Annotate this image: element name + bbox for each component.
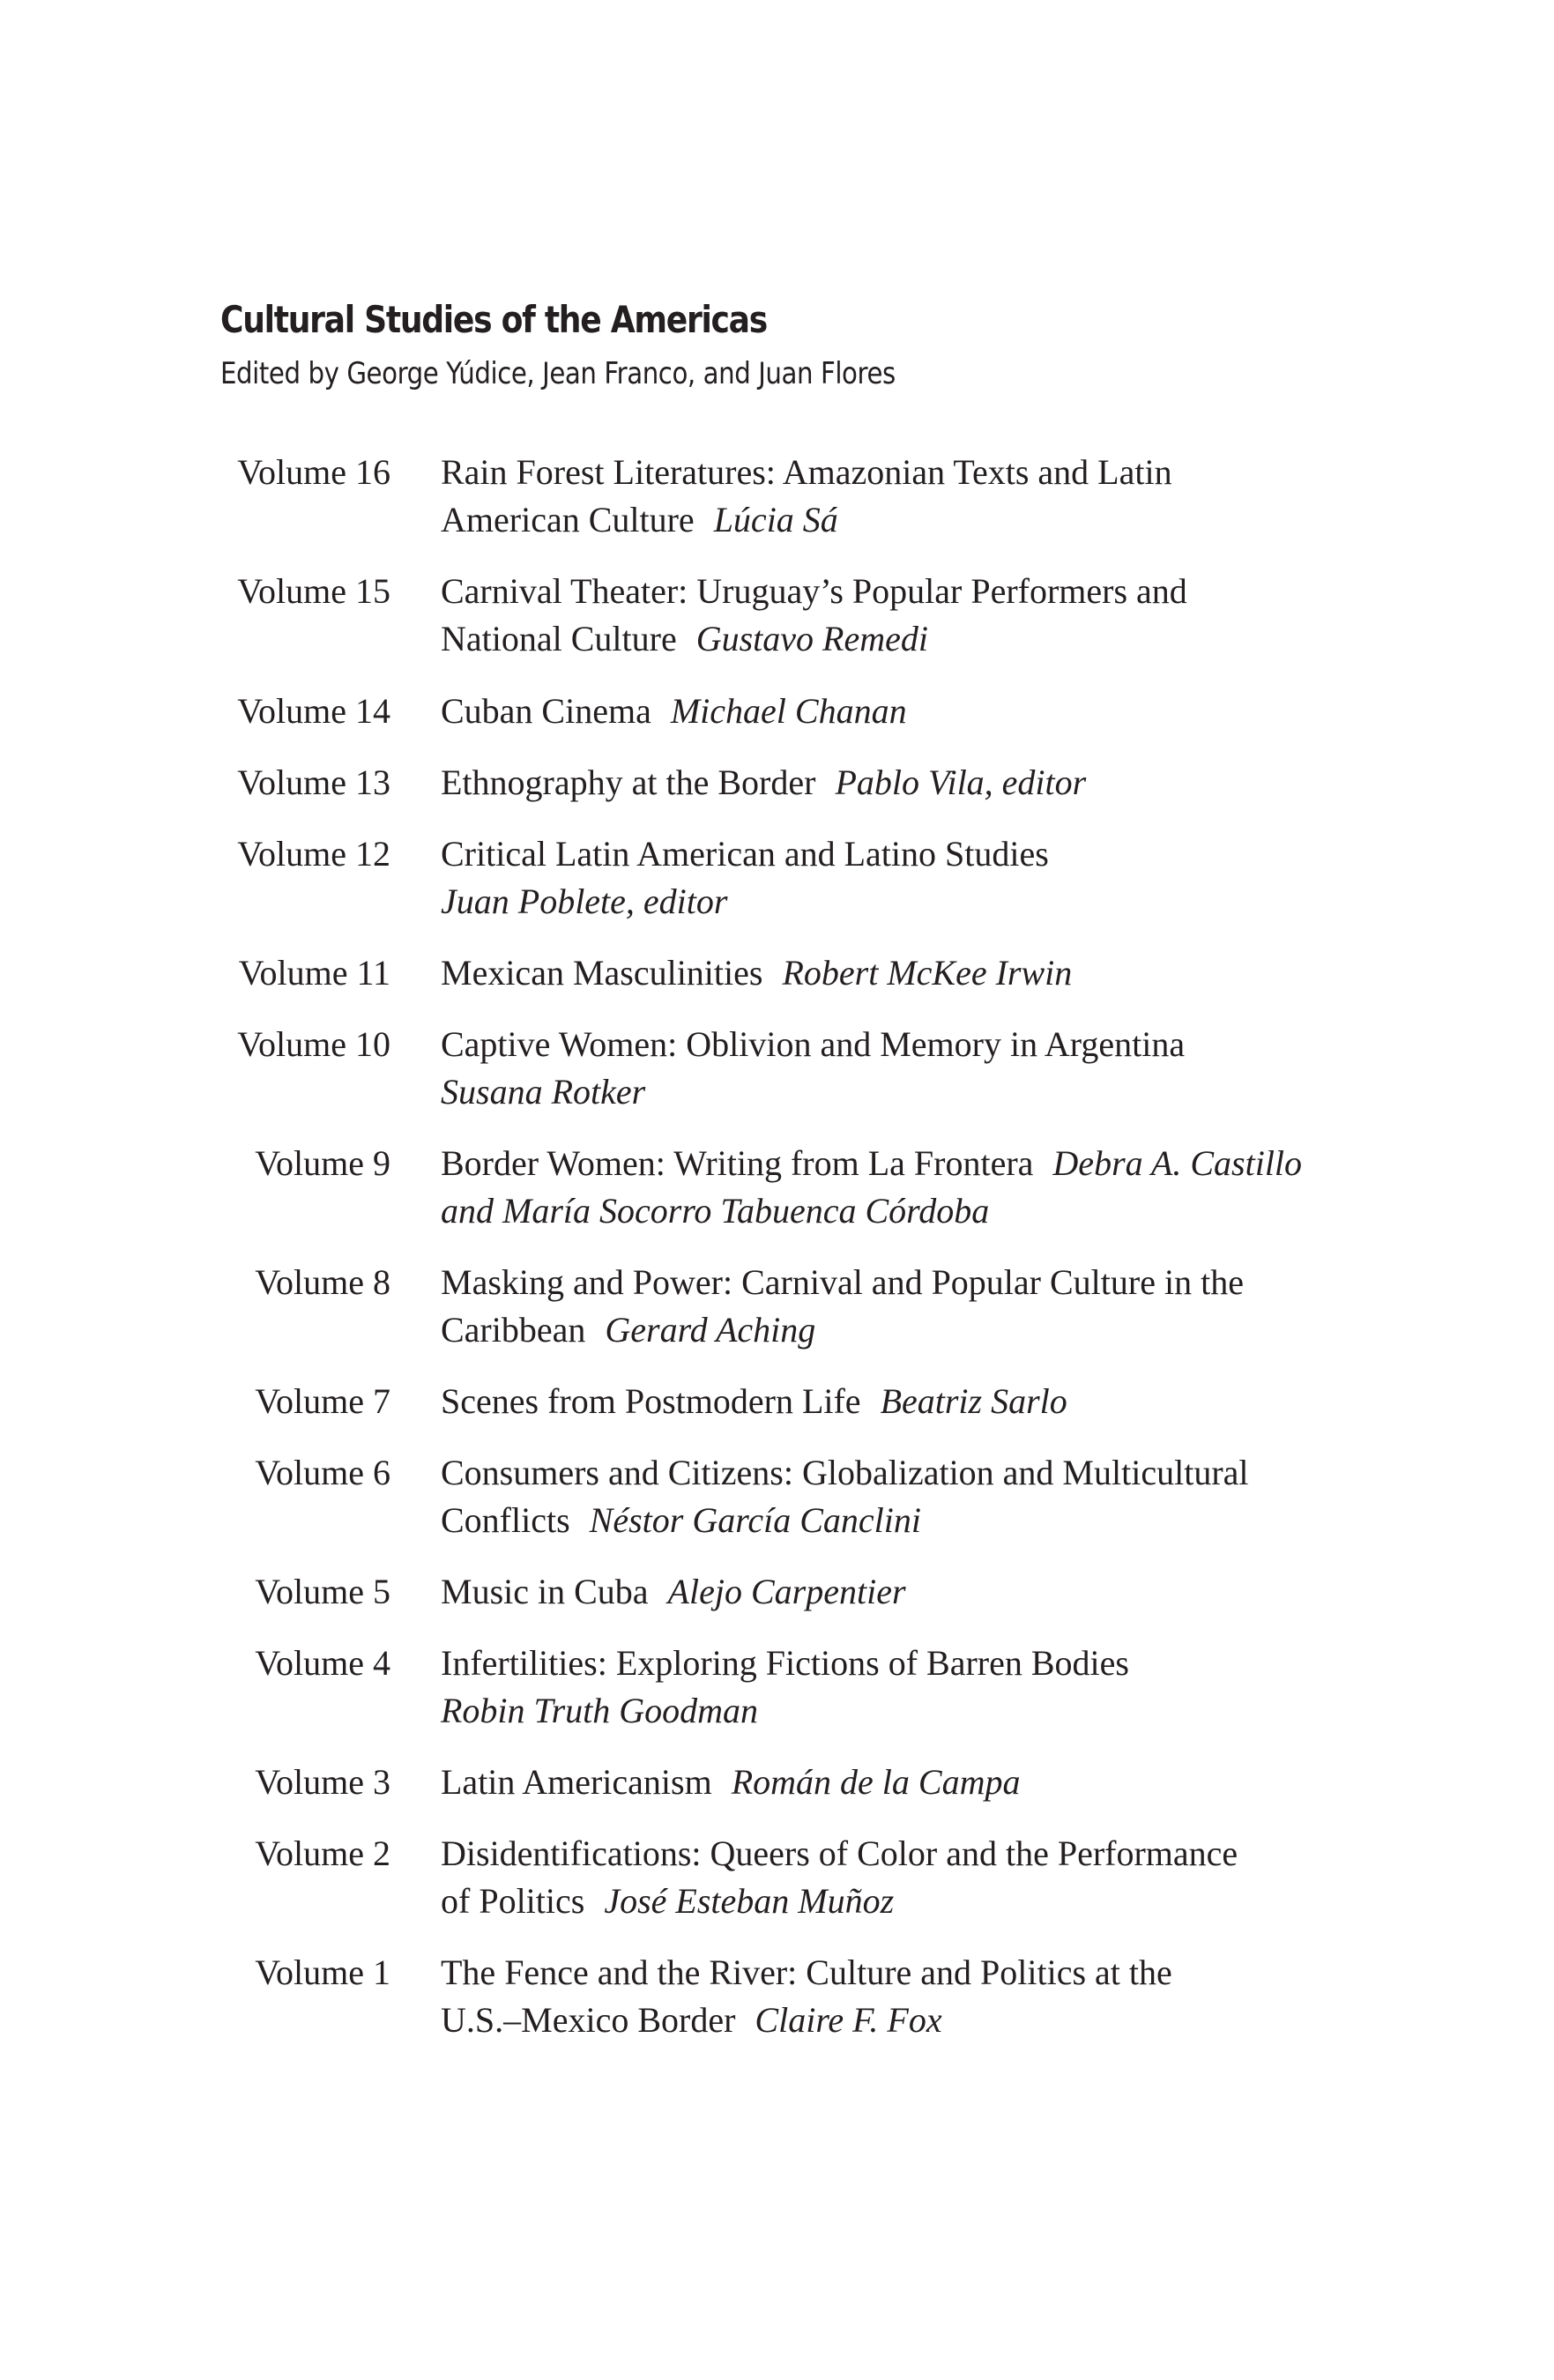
volume-entry: [441, 830, 1375, 926]
volume-number: Volume 7: [255, 1381, 390, 1421]
volume-number: Volume 8: [255, 1262, 390, 1302]
volume-title: Ethnography at the Border: [441, 762, 816, 802]
volume-number: Volume 4: [255, 1643, 390, 1683]
volume-entry: [441, 1140, 1375, 1235]
volume-author: Susana Rotker: [441, 1072, 646, 1112]
series-editors: Edited by George Yúdice, Jean Franco, and Juan Flores: [220, 356, 896, 391]
volume-title-cont: Conflicts: [441, 1500, 570, 1540]
volume-title: Critical Latin American and Latino Studies: [441, 834, 1049, 874]
volume-title: Rain Forest Literatures: Amazonian Texts and Latin: [441, 452, 1172, 492]
volume-number: Volume 13: [237, 762, 390, 802]
volume-entry: [441, 949, 1375, 997]
volume-number: Volume 6: [255, 1453, 390, 1492]
volume-title: Consumers and Citizens: Globalization and Multicultural: [441, 1453, 1249, 1492]
volume-author: Román de la Campa: [731, 1762, 1021, 1802]
volume-title: Carnival Theater: Uruguay’s Popular Performers and: [441, 571, 1187, 611]
volume-title: Mexican Masculinities: [441, 953, 763, 993]
volume-title: The Fence and the River: Culture and Politics at the: [441, 1952, 1172, 1992]
volume-entry: [441, 1568, 1375, 1616]
volume-number: Volume 10: [237, 1024, 390, 1064]
volume-title: Music in Cuba: [441, 1572, 649, 1611]
volume-number: Volume 14: [237, 691, 390, 731]
volume-entry: [441, 1021, 1375, 1116]
volume-number: Volume 12: [237, 834, 390, 874]
volume-entry: [441, 568, 1375, 663]
volume-number: Volume 2: [255, 1833, 390, 1873]
series-title: Cultural Studies of the Americas: [220, 298, 767, 341]
volume-entry: [441, 449, 1375, 544]
volume-author: Beatriz Sarlo: [880, 1381, 1067, 1421]
volume-author: José Esteban Muñoz: [604, 1881, 895, 1921]
volume-entry: [441, 1759, 1375, 1806]
volume-author: Claire F. Fox: [755, 2000, 942, 2040]
volume-title-cont: of Politics: [441, 1881, 585, 1921]
volume-number: Volume 3: [255, 1762, 390, 1802]
volume-entry: [441, 1640, 1375, 1735]
volume-number: Volume 16: [237, 452, 390, 492]
volume-entry: [441, 1830, 1375, 1925]
volume-title: Masking and Power: Carnival and Popular Culture in the: [441, 1262, 1244, 1302]
volume-title: Latin Americanism: [441, 1762, 712, 1802]
volume-author: Gerard Aching: [605, 1310, 816, 1350]
volume-author: Pablo Vila, editor: [835, 762, 1087, 802]
volume-title-cont: U.S.–Mexico Border: [441, 2000, 736, 2040]
volume-author: Néstor García Canclini: [589, 1500, 921, 1540]
volume-author: Juan Poblete, editor: [441, 881, 728, 921]
volume-title: Cuban Cinema: [441, 691, 651, 731]
volume-title-cont: National Culture: [441, 619, 677, 658]
volume-author: Lúcia Sá: [713, 500, 838, 539]
volume-title-cont: American Culture: [441, 500, 695, 539]
volume-author: Michael Chanan: [670, 691, 907, 731]
volume-entry: [441, 1949, 1375, 2044]
volume-entry: [441, 688, 1375, 735]
volume-author: Alejo Carpentier: [667, 1572, 906, 1611]
volume-title: Scenes from Postmodern Life: [441, 1381, 861, 1421]
volume-number: Volume 15: [237, 571, 390, 611]
volume-author: Debra A. Castillo: [1052, 1143, 1303, 1183]
volume-number: Volume 5: [255, 1572, 390, 1611]
volume-title: Infertilities: Exploring Fictions of Barren Bodies: [441, 1643, 1129, 1683]
volume-author: Robert McKee Irwin: [782, 953, 1073, 993]
volume-number: Volume 1: [255, 1952, 390, 1992]
volume-title: Disidentifications: Queers of Color and the Performance: [441, 1833, 1238, 1873]
volume-title: Captive Women: Oblivion and Memory in Argentina: [441, 1024, 1186, 1064]
volume-author: Gustavo Remedi: [695, 619, 928, 658]
volume-author-cont: and María Socorro Tabuenca Córdoba: [441, 1191, 990, 1231]
volume-author: Robin Truth Goodman: [441, 1691, 759, 1730]
volume-entry: [441, 1378, 1375, 1425]
volume-number: Volume 9: [255, 1143, 390, 1183]
volume-entry: [441, 759, 1375, 807]
volume-title-cont: Caribbean: [441, 1310, 586, 1350]
volume-entry: [441, 1259, 1375, 1354]
volume-title: Border Women: Writing from La Frontera: [441, 1143, 1034, 1183]
volume-entry: [441, 1449, 1375, 1544]
volume-number: Volume 11: [238, 953, 390, 993]
